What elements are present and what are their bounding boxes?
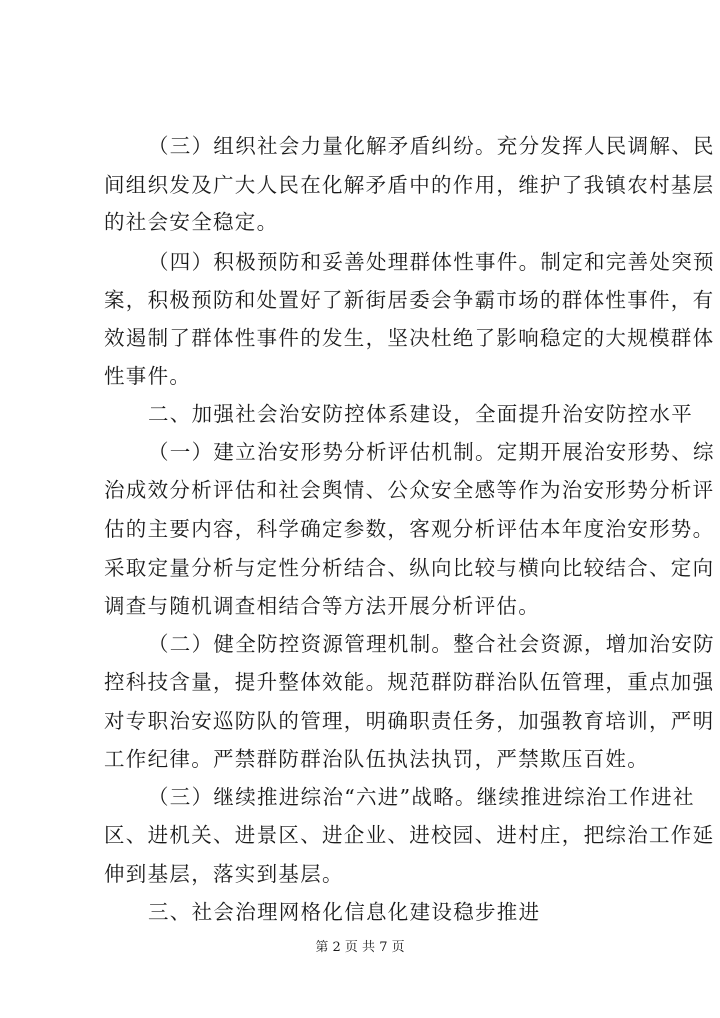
paragraph-line: （四）积极预防和妥善处理群体性事件。制定和完善处突预 <box>148 250 715 274</box>
paragraph-line: 调查与随机调查相结合等方法开展分析评估。 <box>104 594 540 618</box>
page-number-footer: 第 2 页 共 7 页 <box>315 940 405 955</box>
paragraph-line: 案，积极预防和处置好了新街居委会争霸市场的群体性事件，有 <box>104 288 715 312</box>
paragraph-line: 区、进机关、进景区、进企业、进校园、进村庄，把综治工作延 <box>104 823 715 847</box>
paragraph-line: （三）组织社会力量化解矛盾纠纷。充分发挥人民调解、民 <box>148 134 715 158</box>
paragraph-line: （一）建立治安形势分析评估机制。定期开展治安形势、综 <box>148 440 715 464</box>
paragraph-line: （三）继续推进综治“六进”战略。继续推进综治工作进社 <box>148 785 695 809</box>
section-heading: 三、社会治理网格化信息化建设稳步推进 <box>148 900 541 924</box>
paragraph-line: （二）健全防控资源管理机制。整合社会资源，增加治安防 <box>148 632 715 656</box>
paragraph-line: 采取定量分析与定性分析结合、纵向比较与横向比较结合、定向 <box>104 556 715 580</box>
paragraph-line: 效遏制了群体性事件的发生，坚决杜绝了影响稳定的大规模群体 <box>104 326 715 350</box>
paragraph-line: 控科技含量，提升整体效能。规范群防群治队伍管理，重点加强 <box>104 670 715 694</box>
paragraph-line: 间组织发及广大人民在化解矛盾中的作用，维护了我镇农村基层 <box>104 173 715 197</box>
paragraph-line: 性事件。 <box>104 364 192 388</box>
paragraph-line: 伸到基层，落实到基层。 <box>104 862 344 886</box>
paragraph-line: 工作纪律。严禁群防群治队伍执法执罚，严禁欺压百姓。 <box>104 747 649 771</box>
paragraph-line: 对专职治安巡防队的管理，明确职责任务，加强教育培训，严明 <box>104 709 715 733</box>
paragraph-line: 的社会安全稳定。 <box>104 210 279 234</box>
paragraph-line: 治成效分析评估和社会舆情、公众安全感等作为治安形势分析评 <box>104 478 715 502</box>
section-heading: 二、加强社会治安防控体系建设，全面提升治安防控水平 <box>148 402 693 426</box>
paragraph-line: 估的主要内容，科学确定参数，客观分析评估本年度治安形势。 <box>104 517 715 541</box>
